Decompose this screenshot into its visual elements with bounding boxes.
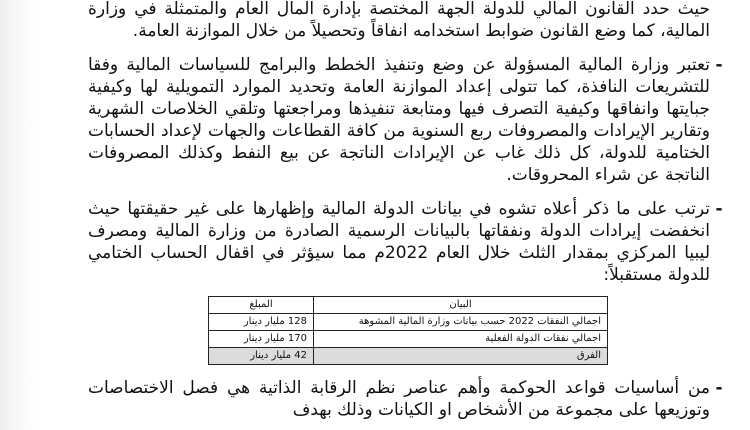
table-header-row [209, 297, 608, 314]
table-row [209, 331, 608, 348]
table-header-item: البيان [314, 297, 608, 314]
table-cell-item: اجمالي نفقات الدولة الفعلية [314, 331, 608, 348]
bullet-marker: - [715, 378, 723, 398]
table-cell-item: اجمالي النفقات 2022 حسب بيانات وزارة المالية المشوهة [314, 314, 608, 331]
document-body [88, 0, 728, 421]
bullet-data-distortion [88, 198, 728, 286]
table-cell-item: الفرق [314, 348, 608, 365]
table-header-amount: المبلغ [209, 297, 314, 314]
bullet-finance-ministry [88, 54, 728, 186]
bullet-governance [88, 377, 728, 421]
table-cell-amount: 128 مليار دينار [209, 314, 314, 331]
bullet-marker: - [715, 199, 723, 219]
bullet-finance-ministry-text: تعتبر وزارة المالية المسؤولة عن وضع وتنفيذ الخطط والبرامج للسياسات المالية وفقا للتشريعات النافذة، كما تتولى إعداد الموازنة العامة وتحديد الموارد التمويلية لها وكيفية جبايتها وانفاقها وكيفية التصرف فيها ومتابعة تنفيذها ومراجعتها وتلقي الخلاصات الشهرية وتقارير الإيرادات والمصروفات ربع السنوية من كافة القطاعات والجهات لإعداد الحسابات الختامية للدولة، كل ذلك غاب عن الإيرادات الناتجة عن بيع النفط وكذلك المصروفات الناتجة عن شراء المحروقات. [88, 55, 710, 185]
table-row [209, 348, 608, 365]
bullet-data-distortion-text: ترتب على ما ذكر أعلاه تشوه في بيانات الدولة المالية وإظهارها على غير حقيقتها حيث انخفضت إيرادات الدولة ونفقاتها بالبيانات الرسمية الصادرة من وزارة المالية ومصرف ليبيا المركزي بمقدار الثلث خلال العام 2022م مما سيؤثر في اقفال الحساب الختامي للدولة مستقبلاً: [88, 199, 710, 285]
table-cell-amount: 170 مليار دينار [209, 331, 314, 348]
bullet-governance-text: من أساسيات قواعد الحوكمة وأهم عناصر نظم الرقابة الذاتية هي فصل الاختصاصات وتوزيعها على مجموعة من الأشخاص او الكيانات وذلك بهدف [88, 378, 710, 420]
table-row [209, 314, 608, 331]
table-cell-amount: 42 مليار دينار [209, 348, 314, 365]
intro-paragraph: حيث حدد القانون المالي للدولة الجهة المختصة بإدارة المال العام والمتمثلة في وزارة المالية، كما وضع القانون ضوابط استخدامه انفاقاً وتحصيلاً من خلال الموازنة العامة. [88, 0, 710, 41]
expenditure-table [208, 296, 608, 365]
bullet-marker: - [715, 55, 723, 75]
